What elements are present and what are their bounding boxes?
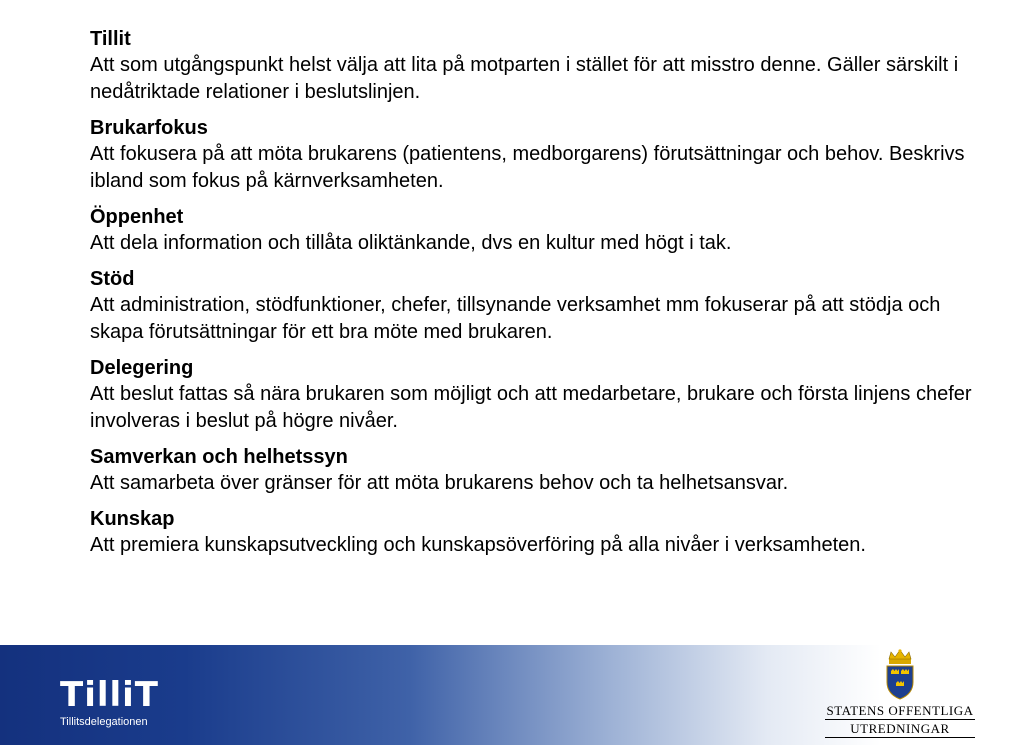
principle-description: Att samarbeta över gränser för att möta brukarens behov och ta helhetsansvar. (90, 472, 789, 494)
tillit-logo (60, 677, 159, 729)
principle-description: Att fokusera på att möta brukarens (patientens, medborgarens) förutsättningar och behov. Beskrivs ibland som fokus på kärnverksamheten. (90, 143, 965, 192)
principle-title: Tillit (90, 28, 131, 50)
principle-oppenhet (90, 204, 990, 257)
footer-banner (0, 645, 1024, 745)
swedish-crest-icon (880, 649, 920, 701)
sou-name-line1: STATENS OFFENTLIGA (826, 703, 974, 718)
principle-description: Att premiera kunskapsutveckling och kunskapsöverföring på alla nivåer i verksamheten. (90, 534, 866, 556)
principle-kunskap (90, 506, 990, 559)
principles-list (90, 26, 990, 568)
logo-wordmark: TilliT (60, 675, 160, 715)
principle-title: Öppenhet (90, 206, 184, 228)
principle-title: Brukarfokus (90, 117, 208, 139)
logo-subtitle: Tillitsdelegationen (60, 716, 148, 728)
sou-divider (825, 737, 975, 738)
principle-title: Samverkan och helhetssyn (90, 446, 348, 468)
principle-brukarfokus (90, 115, 990, 195)
principle-samverkan (90, 444, 990, 497)
principle-description: Att som utgångspunkt helst välja att lita på motparten i stället för att misstro denne. Gäller särskilt i nedåtriktade relationer i beslutslinjen. (90, 54, 959, 103)
principle-title: Delegering (90, 357, 194, 379)
sou-logo (820, 649, 980, 739)
principle-description: Att beslut fattas så nära brukaren som möjligt och att medarbetare, brukare och första linjens chefer involveras i beslut på högre nivåer. (90, 383, 972, 432)
principle-title: Kunskap (90, 508, 175, 530)
principle-tillit (90, 26, 990, 106)
principle-description: Att administration, stödfunktioner, chefer, tillsynande verksamhet mm fokuserar på att stödja och skapa förutsättningar för ett bra möte med brukaren. (90, 294, 941, 343)
sou-name-line2: UTREDNINGAR (850, 721, 950, 736)
principle-description: Att dela information och tillåta oliktänkande, dvs en kultur med högt i tak. (90, 232, 732, 254)
sou-divider (825, 719, 975, 720)
principle-title: Stöd (90, 268, 135, 290)
principle-stod (90, 266, 990, 346)
principle-delegering (90, 355, 990, 435)
